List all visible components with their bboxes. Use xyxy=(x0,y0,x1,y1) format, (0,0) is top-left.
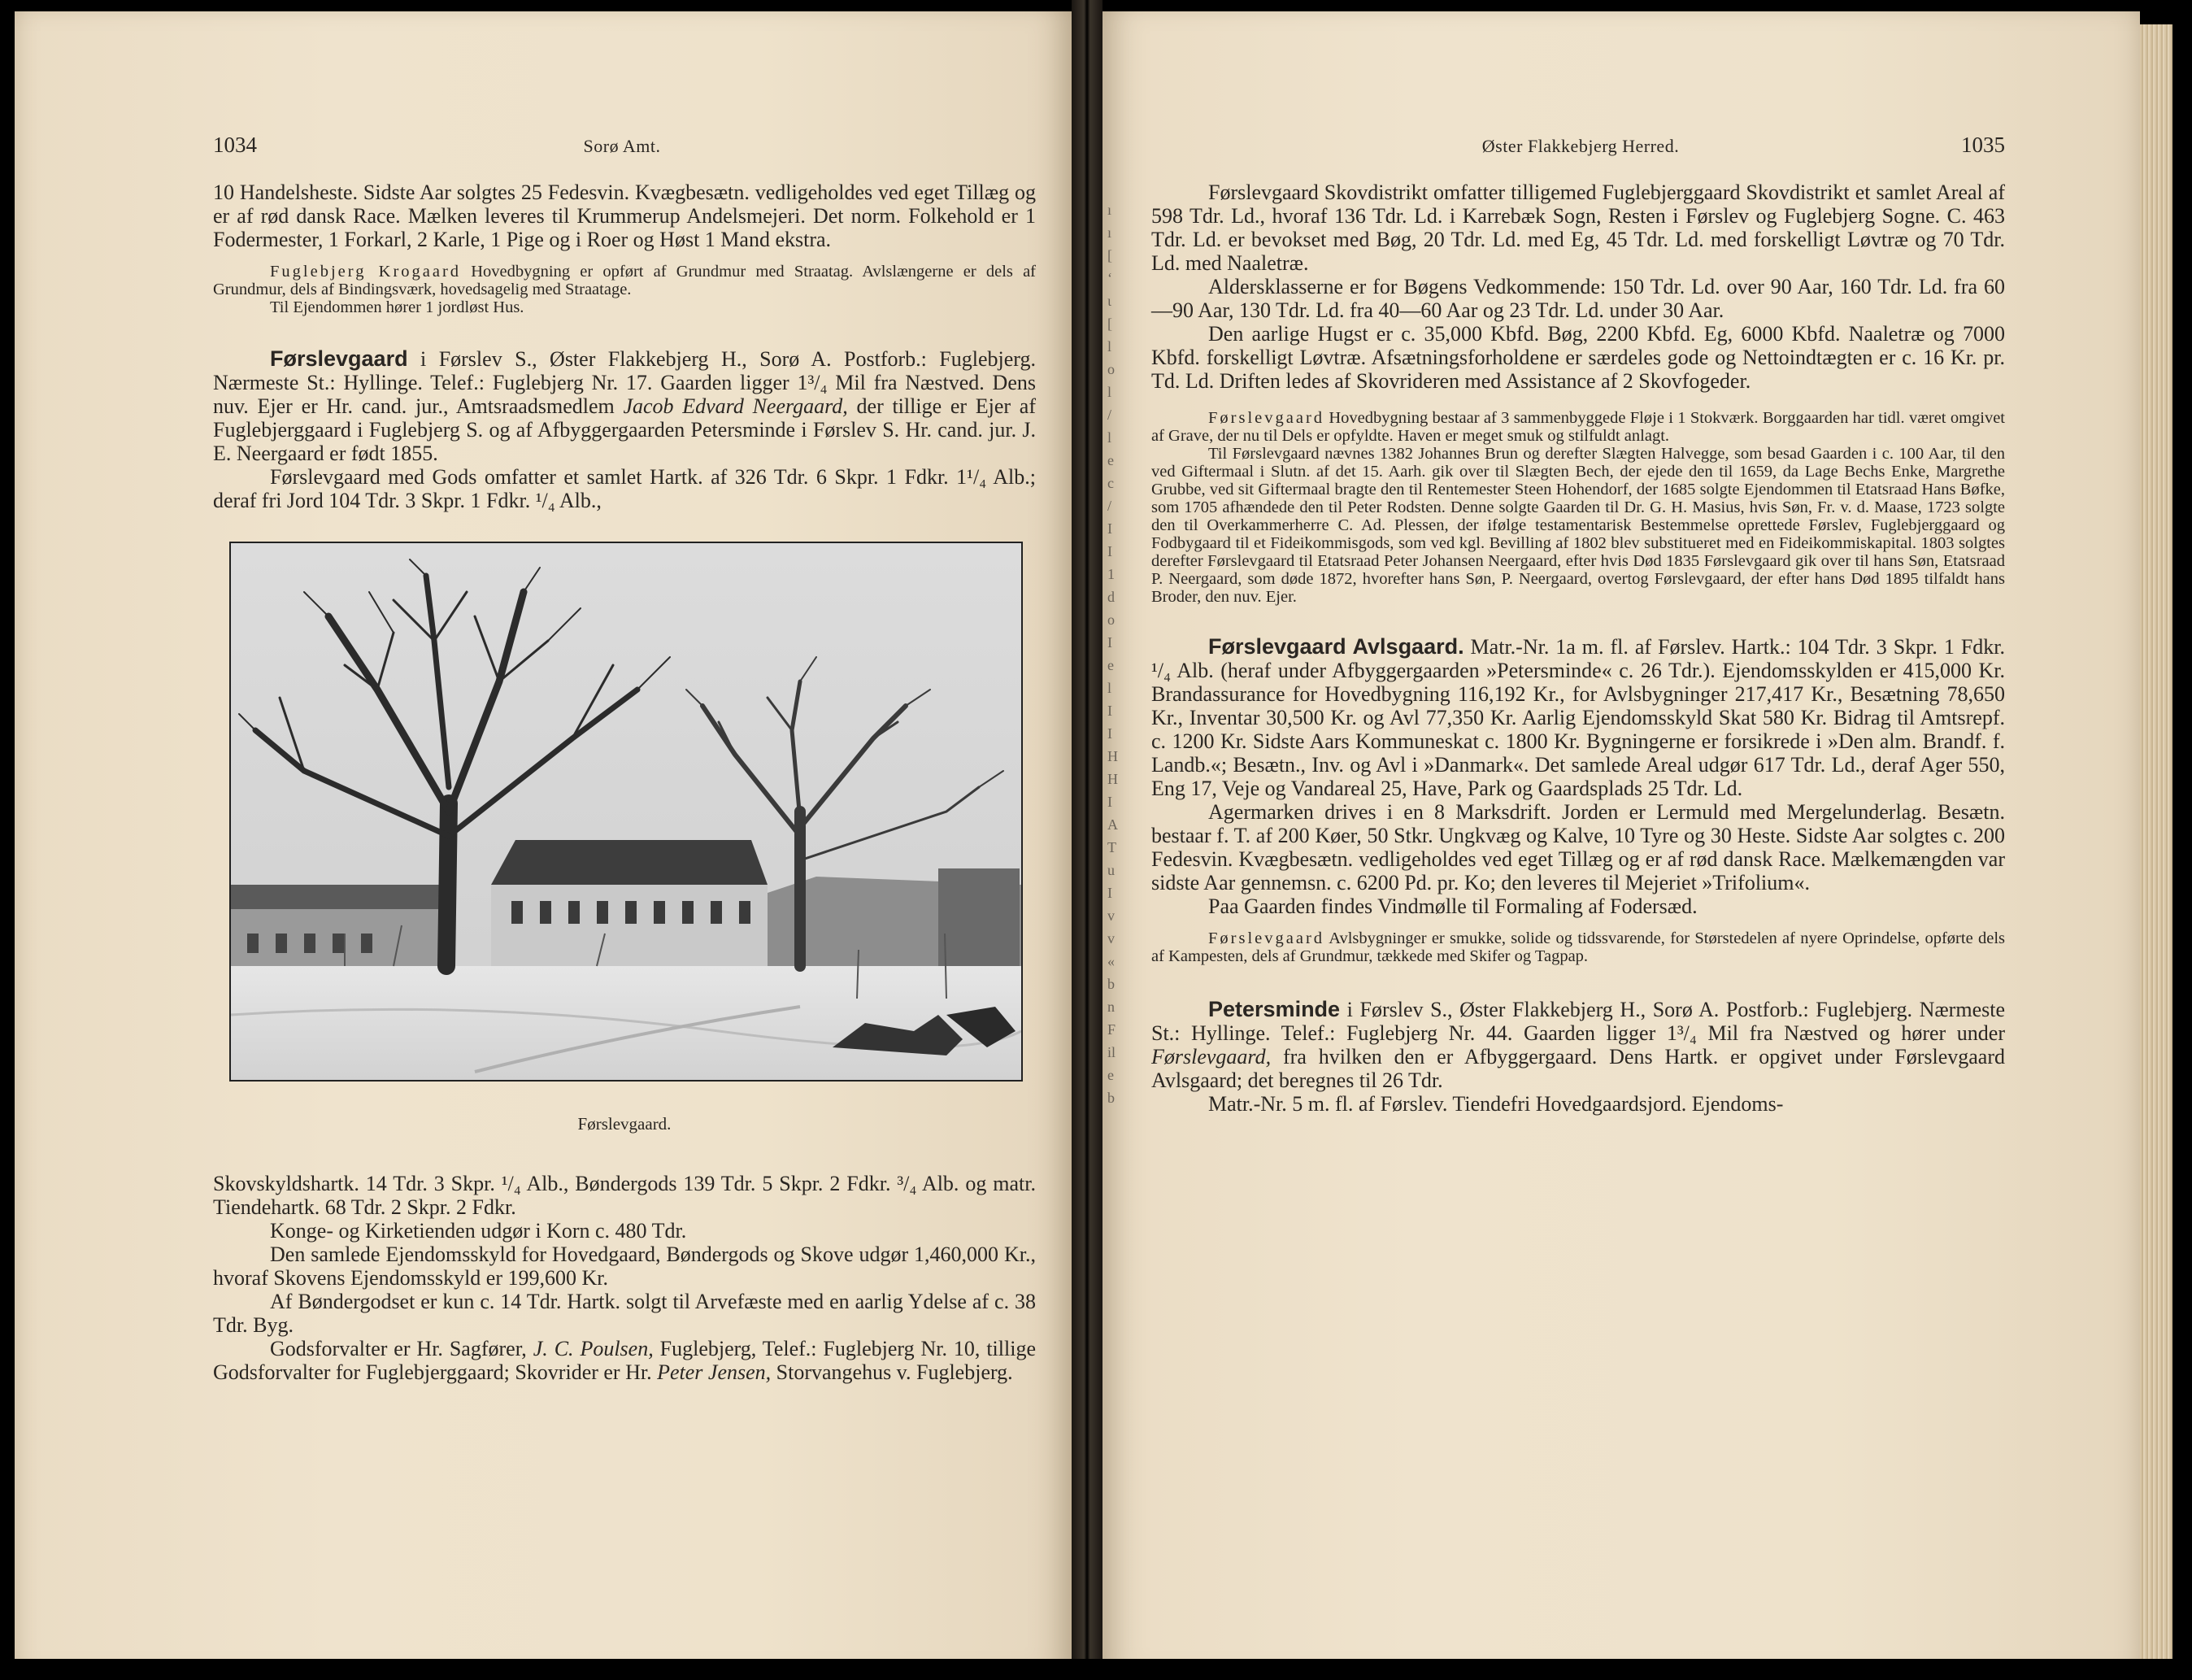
margin-fragment: l xyxy=(1107,338,1112,355)
margin-fragment: T xyxy=(1107,839,1116,855)
page-number-left: 1034 xyxy=(213,133,257,157)
margin-fragment: I xyxy=(1107,794,1112,810)
entry-heading-petersminde: Petersminde xyxy=(1208,997,1341,1021)
margin-fragment: H xyxy=(1107,748,1118,764)
margin-fragment: b xyxy=(1107,1090,1115,1106)
paragraph-tiende: Konge- og Kirketienden udgør i Korn c. 480 Tdr. xyxy=(270,1219,687,1243)
margin-fragment: H xyxy=(1107,771,1118,787)
page-edges xyxy=(2140,24,2172,1659)
photo-figure xyxy=(213,542,1036,1136)
paragraph-matr-nr: Matr.-Nr. 5 m. fl. af Førslev. Tiendefri Hovedgaardsjord. Ejendoms- xyxy=(1208,1092,1784,1116)
entry-heading-forslevgaard: Førslevgaard xyxy=(270,346,408,371)
godsforvalter-text-c: Storvangehus v. Fuglebjerg. xyxy=(771,1360,1013,1384)
margin-fragment: v xyxy=(1107,930,1115,947)
note-history-text: Til Førslevgaard nævnes 1382 Johannes Brun og derefter Slægten Halvegge, som besad Gaarden i c. 100 Aar, til den ved Giftermaal i Slutn. af det 15. Aarh. gik over til Slægten Bech, der ejede den til 1659, da Lage Bechs Enke, Margrethe Grubbe, ved sit Giftermaal bragte den til Rentemester Steen Hohendorf, der 1685 solgte Ejendommen til Etatsraad Hans Bøfke, som 1705 afhændede den til Peter Rodsten. Denne solgte Gaarden til Dr. G. H. Masius, hvis Søn, Fr. v. d. Maase, 1723 solgte den til Overkammerherre C. Ad. Plessen, der ifølge testamentarisk Bestemmelse oprettede Førslev, Fuglebjerggaard og Fodbygaard til et Fideikommisgods, som ved kgl. Bevilling af 1802 blev substitueret med en Fideikommiskapital. 1803 solgtes derefter Førslevgaard til Etatsraad Peter Johansen Neergaard, efter hvis Død 1835 Førslevgaard gik over til hans Søn, Etatsraad P. Neergaard, som døde 1872, hvorefter hans Søn, P. Neergaard, overtog Førslevgaard, der efter hans Død 1895 tilfaldt hans Broder, den nuv. Ejer. xyxy=(1151,445,2005,606)
margin-fragment: I xyxy=(1107,725,1112,742)
paragraph-gods: Førslevgaard med Gods omfatter et samlet Hartk. af 326 Tdr. 6 Skpr. 1 Fdkr. 1¹/₄ Alb.; deraf fri Jord 104 Tdr. 3 Skpr. 1 Fdkr. ¹/₄ Alb., xyxy=(213,465,1036,512)
paragraph-godsforvalter xyxy=(213,1337,1036,1384)
petersminde-italic: Førslevgaard, xyxy=(1151,1045,1272,1068)
entry-text-2: der tillige er Ejer af Fuglebjerggaard i Fuglebjerg S. og af Afbyggergaarden Petersminde i Førslev S. Hr. cand. jur. J. E. Neergaard er født 1855. xyxy=(213,394,1036,465)
margin-fragment: b xyxy=(1107,976,1115,992)
note-krogaard-text: Hovedbygning er opført af Grundmur med Straatag. Avlslængerne er dels af Grundmur, dels af Bindingsværk, hovedsagelig med Straatage. xyxy=(213,263,1036,298)
margin-fragment: « xyxy=(1107,953,1115,969)
right-running-head xyxy=(1151,133,2005,158)
paragraph-handelsheste: 10 Handelsheste. Sidste Aar solgtes 25 Fedesvin. Kvægbesætn. vedligeholdes ved eget Tillæg og er af rød dansk Race. Mælken leveres til Krummerup Andelsmejeri. Det norm. Folkehold er 1 Fodermester, 1 Forkarl, 2 Karle, 1 Pige og i Roer og Høst 1 Mand ekstra. xyxy=(213,181,1036,251)
petersminde-text-1: i Førslev S., Øster Flakkebjerg H., Sorø A. Postforb.: Fuglebjerg. Nærmeste St.: Hyllinge. Telef.: Fuglebjerg Nr. 44. Gaarden ligger 1³/₄ Mil fra Næstved og hører under xyxy=(1151,998,2005,1045)
page-number-right: 1035 xyxy=(1961,133,2005,157)
entry-text-1: i Førslev S., Øster Flakkebjerg H., Sorø A. Postforb.: Fuglebjerg. Nærmeste St.: Hyllinge. Telef.: Fuglebjerg Nr. 17. Gaarden ligger 1³/₄ Mil fra Næstved. Dens nuv. Ejer er Hr. cand. jur., Amtsraadsmedlem xyxy=(213,347,1036,418)
margin-fragment: / xyxy=(1107,498,1112,514)
note-krogaard-line2: Til Ejendommen hører 1 jordløst Hus. xyxy=(270,298,524,316)
margin-fragment: n xyxy=(1107,999,1115,1015)
note-hovedbygning-text: Hovedbygning bestaar af 3 sammenbyggede Fløje i 1 Stokværk. Borggaarden har tidl. været omgivet af Grave, der nu til Dels er opfyldte. Haven er meget smuk og stilfuldt anlagt. xyxy=(1151,409,2005,445)
margin-fragment: ı xyxy=(1107,224,1112,241)
paragraph-ejendomsskyld: Den samlede Ejendomsskyld for Hovedgaard, Bøndergods og Skove udgør 1,460,000 Kr., hvoraf Skovens Ejendomsskyld er 199,600 Kr. xyxy=(213,1243,1036,1290)
godsforvalter-text-b: Fuglebjerg, Telef.: Fuglebjerg Nr. 10, tillige Godsforvalter for Fuglebjerggaard; Skovrider er Hr. xyxy=(213,1337,1036,1384)
entry-heading-avlsgaard: Førslevgaard Avlsgaard. xyxy=(1208,634,1464,659)
margin-fragment: o xyxy=(1107,361,1115,377)
right-page-content xyxy=(1151,133,2005,1116)
left-page xyxy=(15,11,1072,1670)
margin-fragment: A xyxy=(1107,816,1118,833)
margin-fragment: v xyxy=(1107,907,1115,924)
paragraph-vindmolle: Paa Gaarden findes Vindmølle til Formaling af Fodersæd. xyxy=(1208,894,1698,918)
left-running-head xyxy=(213,133,1036,158)
photo-caption: Førslevgaard. xyxy=(577,1114,672,1134)
small-note-avlsbygninger xyxy=(1151,929,2005,965)
margin-fragment: d xyxy=(1107,589,1115,605)
entry-avlsgaard xyxy=(1151,635,2005,800)
margin-fragment: o xyxy=(1107,612,1115,628)
margin-fragment: [ xyxy=(1107,316,1112,332)
spaced-name-forslevgaard: Førslevgaard xyxy=(1208,409,1325,427)
margin-fragment: [ xyxy=(1107,247,1112,263)
small-note-krogaard xyxy=(213,263,1036,316)
margin-fragment: l xyxy=(1107,680,1112,696)
margin-fragment: c xyxy=(1107,475,1114,491)
margin-fragment: u xyxy=(1107,862,1115,878)
godsforvalter-text-a: Godsforvalter er Hr. Sagfører, xyxy=(270,1337,533,1360)
margin-fragment: F xyxy=(1107,1021,1116,1038)
margin-fragment: e xyxy=(1107,657,1114,673)
entry-petersminde xyxy=(1151,998,2005,1092)
skovrider-name: Peter Jensen, xyxy=(657,1360,772,1384)
paragraph-aldersklasser: Aldersklasserne er for Bøgens Vedkommende: 150 Tdr. Ld. over 90 Aar, 160 Tdr. Ld. fra 60—90 Aar, 130 Tdr. Ld. fra 40—60 Aar og 23 Tdr. Ld. under 30 Aar. xyxy=(1151,275,2005,322)
bleed-through-margin xyxy=(1107,198,1122,1109)
small-note-history xyxy=(1151,409,2005,606)
margin-fragment: e xyxy=(1107,1067,1114,1083)
paragraph-skovdistrikt: Førslevgaard Skovdistrikt omfatter tilligemed Fuglebjerggaard Skovdistrikt et samlet Areal af 598 Tdr. Ld., hvoraf 136 Tdr. Ld. i Karrebæk Sogn, Resten i Førslev og Fuglebjerg Sogne. C. 463 Tdr. Ld. er bevokset med Bøg, 20 Tdr. Ld. med Eg, 45 Tdr. Ld. med forskelligt Løvtræ og 70 Tdr. Ld. med Naaletræ. xyxy=(1151,181,2005,275)
bottom-shadow xyxy=(0,1659,2192,1680)
margin-fragment: I xyxy=(1107,703,1112,719)
margin-fragment: il xyxy=(1107,1044,1116,1060)
left-page-content xyxy=(213,133,1036,1384)
petersminde-text-2: fra hvilken den er Afbyggergaard. Dens Hartk. er opgivet under Førslevgaard Avlsgaard; det beregnes til 26 Tdr. xyxy=(1151,1045,2005,1092)
margin-fragment: l xyxy=(1107,384,1112,400)
running-title-left: Sorø Amt. xyxy=(583,136,661,156)
margin-fragment: l xyxy=(1107,429,1112,446)
margin-fragment: 1 xyxy=(1107,566,1115,582)
margin-fragment: I xyxy=(1107,543,1112,559)
margin-fragment: I xyxy=(1107,885,1112,901)
margin-fragment: / xyxy=(1107,407,1112,423)
margin-fragment: ı xyxy=(1107,202,1112,218)
avlsgaard-text: Matr.-Nr. 1a m. fl. af Førslev. Hartk.: 104 Tdr. 3 Skpr. 1 Fdkr. ¹/₄ Alb. (heraf under Afbyggergaarden »Petersminde« c. 26 Tdr.). Ejendomsskylden er 415,000 Kr. Brandassurance for Hovedbygning 116,192 Kr., for Avlsbygninger 217,417 Kr., Besætning 78,650 Kr., Inventar 30,500 Kr. og Avl 77,350 Kr. Aarlig Ejendomsskyld Skat 580 Kr. Bidrag til Amtsrepf. c. 1200 Kr. Sidste Aars Kommuneskat c. 1800 Kr. Bygningerne er forsikrede i »Den alm. Brandf. f. Landb.«; Besætn., Inv. og Avl i »Danmark«. Det samlede Areal udgør 617 Tdr. Ld., deraf Ager 550, Eng 17, Veje og Vandareal 25, Have, Park og Gaardsplads 25 Tdr. Ld. xyxy=(1151,635,2006,800)
forslevgaard-photograph xyxy=(229,542,1023,1082)
right-page xyxy=(1103,11,2140,1670)
owner-name: Jacob Edvard Neergaard, xyxy=(623,394,848,418)
margin-fragment: I xyxy=(1107,520,1112,537)
running-title-right: Øster Flakkebjerg Herred. xyxy=(1481,136,1680,156)
spaced-name-krogaard: Fuglebjerg Krogaard xyxy=(270,263,462,281)
paragraph-skovskyld: Skovskyldshartk. 14 Tdr. 3 Skpr. ¹/₄ Alb., Bøndergods 139 Tdr. 5 Skpr. 2 Fdkr. ³/₄ Alb. og matr. Tiendehartk. 68 Tdr. 2 Skpr. 2 Fdkr. xyxy=(213,1172,1036,1219)
margin-fragment: ʻ xyxy=(1107,270,1112,286)
margin-fragment: e xyxy=(1107,452,1114,468)
paragraph-hugst: Den aarlige Hugst er c. 35,000 Kbfd. Bøg, 2200 Kbfd. Eg, 6000 Kbfd. Naaletræ og 7000 Kbfd. forskelligt Løvtræ. Afsætningsforholdene er særdeles gode og Nettoindtægten er c. 16 Kr. pr. Td. Ld. Driften ledes af Skovrideren med Assistance af 2 Skovfogeder. xyxy=(1151,322,2005,393)
paragraph-agermarken: Agermarken drives i en 8 Marksdrift. Jorden er Lermuld med Mergelunderlag. Besætn. bestaar f. T. af 200 Køer, 50 Stkr. Ungkvæg og Kalve, 10 Tyre og 30 Heste. Sidste Aar solgtes c. 200 Fedesvin. Kvægbesætn. vedligeholdes ved eget Tillæg og er af rød dansk Race. Mælkemængden var sidste Aar gennemsn. c. 6200 Pd. pr. Ko; den leveres til Mejeriet »Trifolium«. xyxy=(1151,800,2005,894)
margin-fragment: I xyxy=(1107,634,1112,651)
paragraph-arvefaeste: Af Bøndergodset er kun c. 14 Tdr. Hartk. solgt til Arvefæste med en aarlig Ydelse af c. 38 Tdr. Byg. xyxy=(213,1290,1036,1337)
note-avlsbygninger-text: Avlsbygninger er smukke, solide og tidssvarende, for Størstedelen af nyere Oprindelse, opførte dels af Kampesten, dels af Grundmur, tækkede med Skifer og Tagpap. xyxy=(1151,929,2005,965)
godsforvalter-name: J. C. Poulsen, xyxy=(533,1337,654,1360)
entry-forslevgaard xyxy=(213,347,1036,465)
spaced-name-forslevgaard-2: Førslevgaard xyxy=(1208,929,1325,947)
margin-fragment: ɩ xyxy=(1107,293,1111,309)
book-spine xyxy=(1072,0,1103,1680)
